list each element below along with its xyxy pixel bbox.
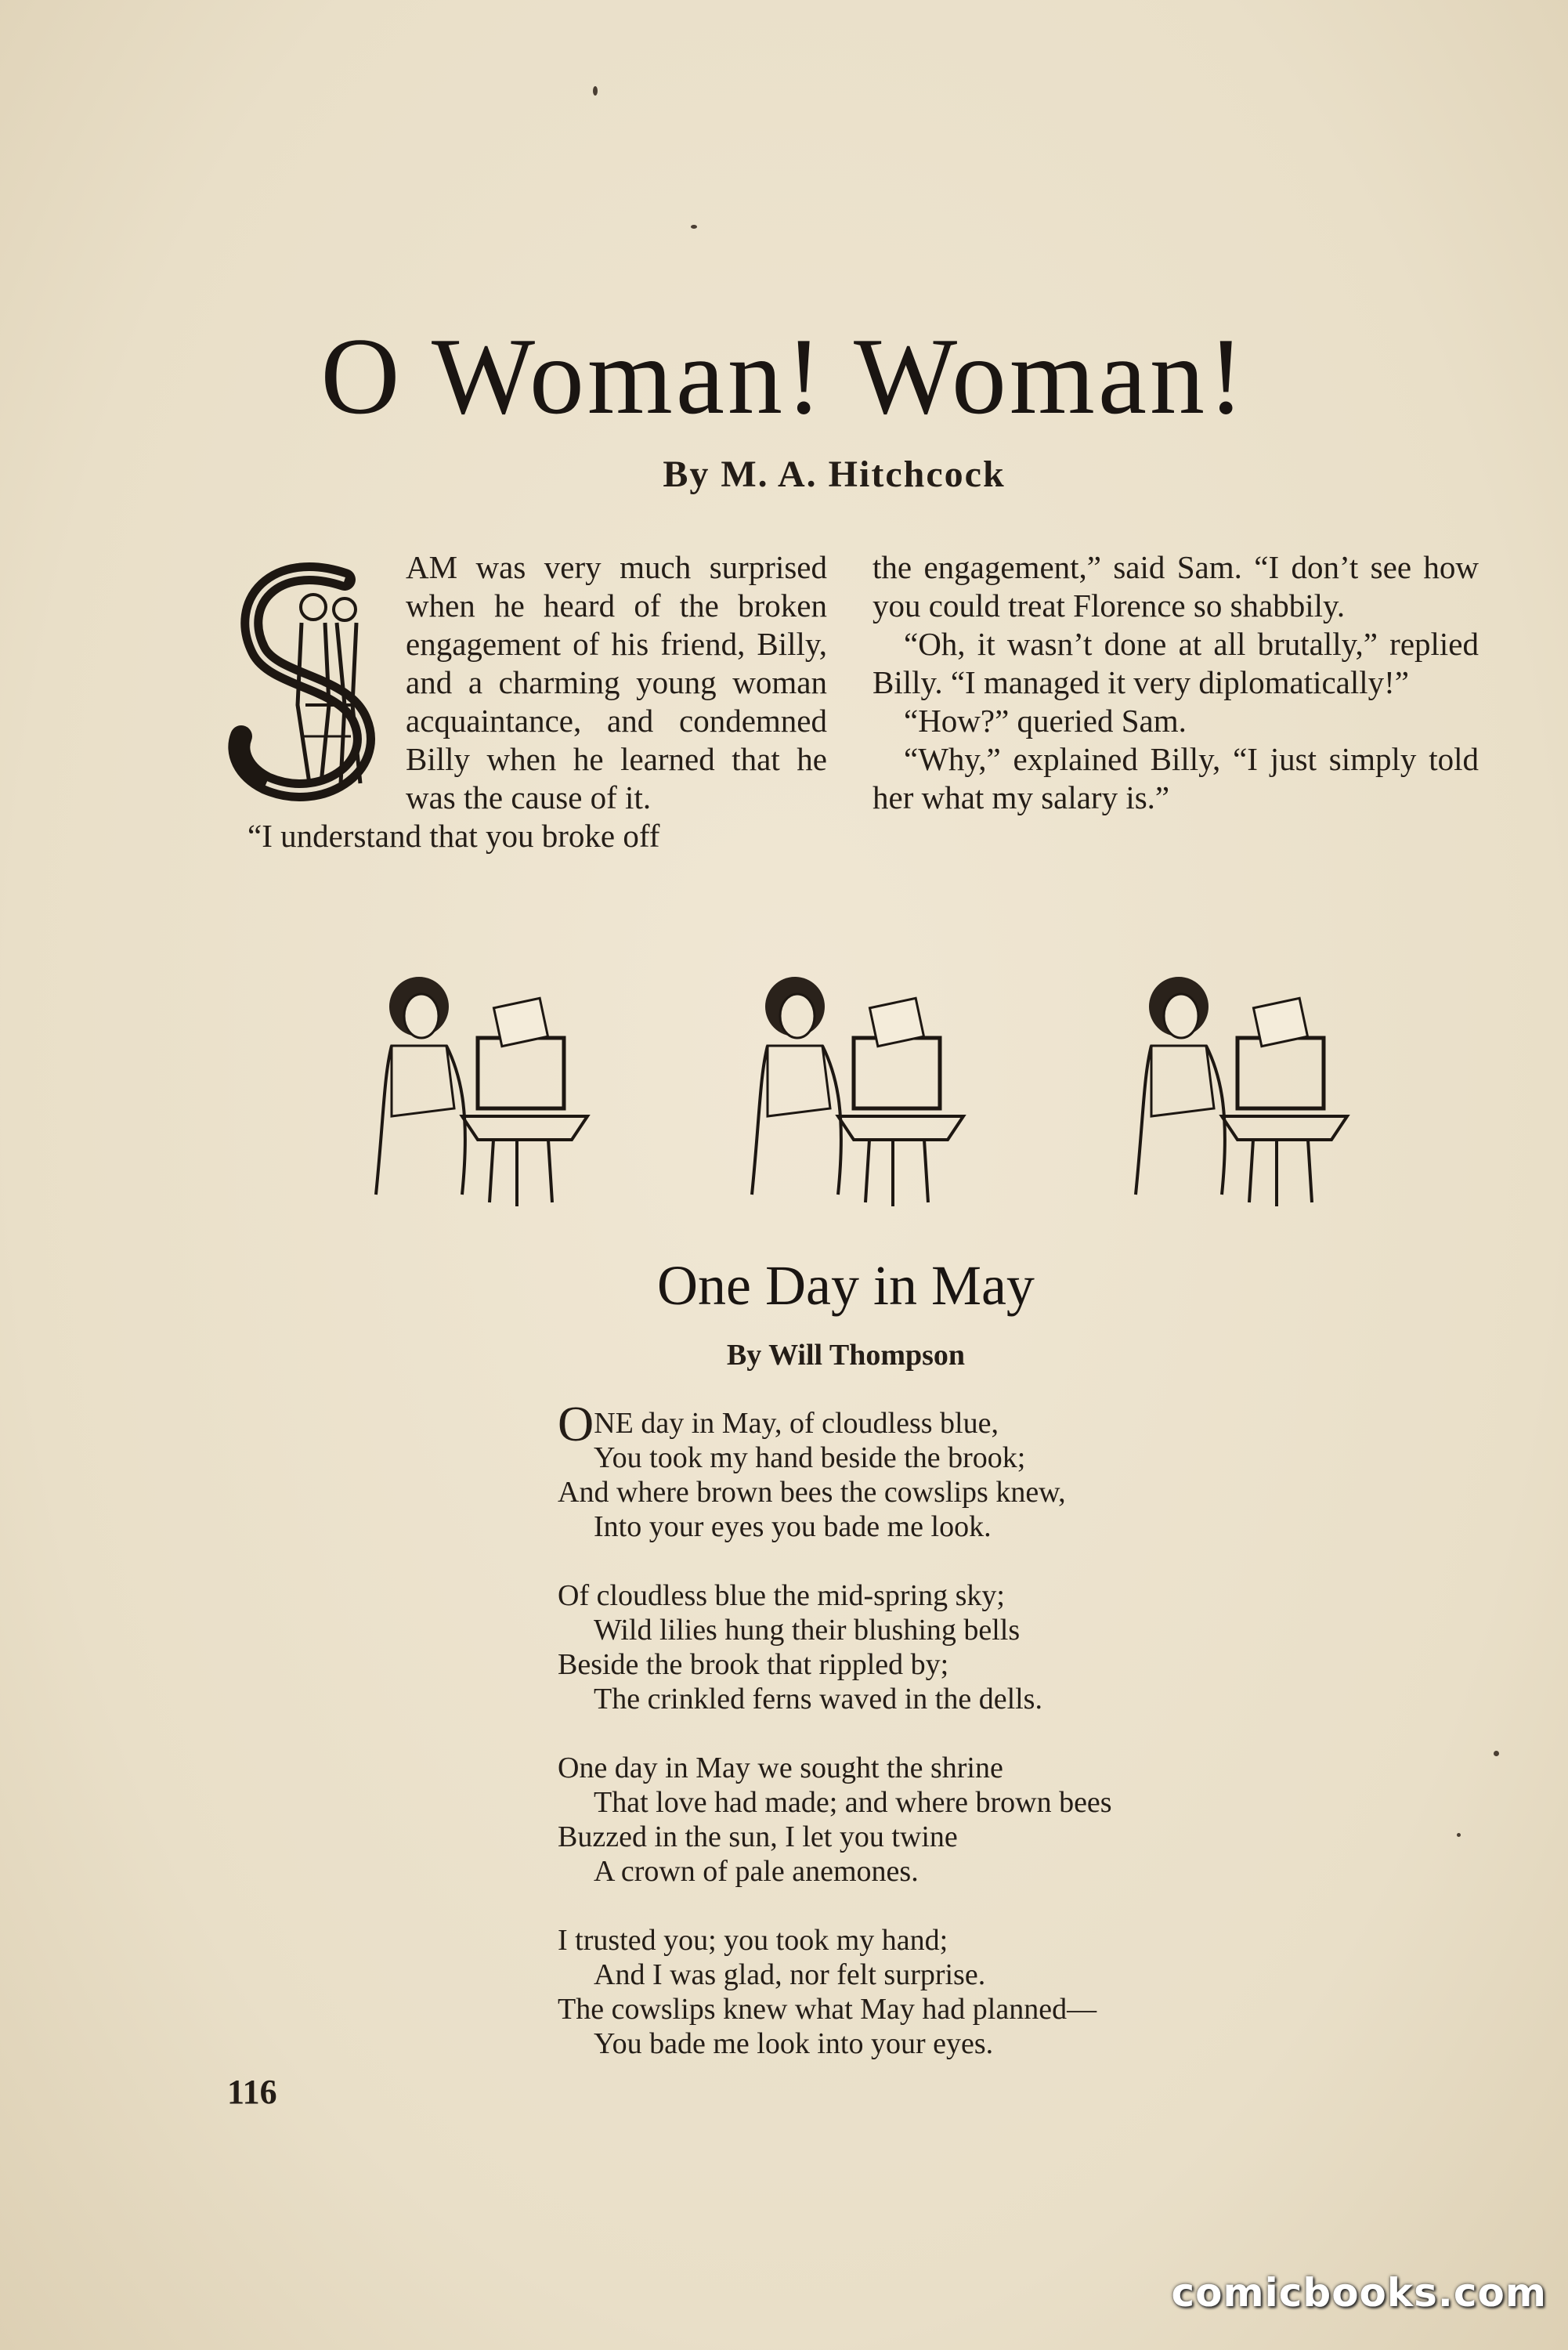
poem-line: Into your eyes you bade me look. — [594, 1510, 992, 1543]
poem-line: Buzzed in the sun, I let you twine — [558, 1820, 958, 1853]
poem-line: And where brown bees the cowslips knew, — [558, 1476, 1066, 1509]
paragraph: “How?” queried Sam. — [904, 703, 1187, 739]
poem-line: And I was glad, nor felt surprise. — [594, 1958, 986, 1991]
paragraph: “I understand that you broke off — [247, 818, 660, 854]
poem-body — [558, 1396, 1341, 2095]
paragraph: “Why,” explained Billy, “I just simply told her what my salary is.” — [873, 741, 1479, 815]
poem-stanza — [558, 1923, 1341, 2061]
drop-cap-s-illustration — [227, 548, 398, 807]
poem-line: One day in May we sought the shrine — [558, 1752, 1003, 1784]
poem-line: Wild lilies hung their blushing bells — [594, 1614, 1021, 1647]
opening-paragraph: AM was very much surprised when he heard of the broken engagement of his friend, Billy, and a charming young woman acquaintance, and condemned Billy when he learned that he was the cause of it. — [406, 549, 827, 815]
poem-stanza — [558, 1396, 1341, 1544]
poem-line: The cowslips knew what May had planned— — [558, 1993, 1097, 2026]
typist-illustration — [1120, 960, 1355, 1210]
poem-title: One Day in May — [657, 1254, 1035, 1317]
speck — [593, 86, 598, 96]
paragraph: the engagement,” said Sam. “I don’t see how you could treat Florence so shabbily. — [873, 549, 1479, 624]
poem-line: You took my hand beside the brook; — [594, 1441, 1026, 1474]
article-title: O Woman! Woman! — [320, 316, 1248, 437]
paragraph: “Oh, it wasn’t done at all brutally,” replied Billy. “I managed it very diplomatically!” — [873, 626, 1479, 700]
poem-line: The crinkled ferns waved in the dells. — [594, 1683, 1042, 1716]
speck — [1457, 1833, 1461, 1837]
poem-line: Of cloudless blue the mid-spring sky; — [558, 1579, 1005, 1612]
poem-stanza — [558, 1578, 1341, 1716]
typist-illustration — [360, 960, 595, 1210]
watermark: comicbooks.com — [1171, 2270, 1547, 2316]
speck — [1494, 1751, 1499, 1756]
page-number: 116 — [227, 2073, 277, 2111]
article-right-column — [873, 548, 1479, 817]
poem-line: ONE day in May, of cloudless blue, — [558, 1396, 999, 1452]
poem-line: A crown of pale anemones. — [594, 1855, 919, 1888]
poem-byline: By Will Thompson — [726, 1339, 966, 1372]
poem-line: That love had made; and where brown bees — [594, 1786, 1112, 1819]
poem-stanza — [558, 1751, 1341, 1889]
typist-illustration — [736, 960, 971, 1210]
poem-line: You bade me look into your eyes. — [594, 2027, 994, 2060]
poem-line: I trusted you; you took my hand; — [558, 1924, 948, 1957]
article-left-column — [247, 548, 827, 855]
speck — [691, 225, 697, 229]
poem-line: Beside the brook that rippled by; — [558, 1648, 949, 1681]
typist-illustration-row — [0, 960, 1568, 1210]
article-byline: By M. A. Hitchcock — [663, 454, 1006, 495]
